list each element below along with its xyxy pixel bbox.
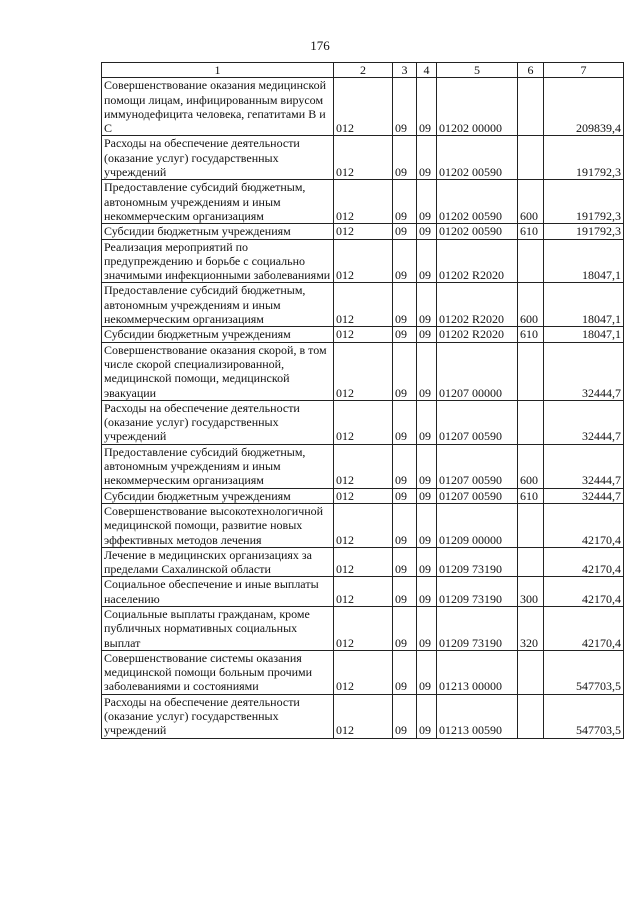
header-cell: 6 (518, 63, 544, 78)
row-name-cell: Реализация мероприятий по предупреждению и борьбе с социально значимыми инфекционными заболеваниями (102, 239, 334, 283)
row-grbs-cell: 012 (334, 488, 393, 503)
budget-table (101, 62, 624, 739)
table-row (102, 78, 624, 136)
row-grbs-cell: 012 (334, 503, 393, 547)
row-amount-cell: 32444,7 (544, 342, 624, 400)
row-grbs-cell: 012 (334, 224, 393, 239)
table-row (102, 342, 624, 400)
row-target-code-cell: 01209 73190 (437, 606, 518, 650)
row-expense-type-cell (518, 547, 544, 577)
row-amount-cell: 191792,3 (544, 136, 624, 180)
row-target-code-cell: 01202 R2020 (437, 283, 518, 327)
row-amount-cell: 191792,3 (544, 180, 624, 224)
row-name-cell: Лечение в медицинских организациях за пределами Сахалинской области (102, 547, 334, 577)
table-row (102, 180, 624, 224)
table-row (102, 577, 624, 607)
row-amount-cell: 42170,4 (544, 577, 624, 607)
row-target-code-cell: 01202 00000 (437, 78, 518, 136)
row-section-cell: 09 (393, 444, 417, 488)
row-amount-cell: 32444,7 (544, 488, 624, 503)
row-name-cell: Социальные выплаты гражданам, кроме публичных нормативных социальных выплат (102, 606, 334, 650)
row-grbs-cell: 012 (334, 577, 393, 607)
table-row (102, 547, 624, 577)
row-subsection-cell: 09 (417, 180, 437, 224)
row-section-cell: 09 (393, 650, 417, 694)
row-subsection-cell: 09 (417, 342, 437, 400)
row-name-cell: Совершенствование высокотехнологичной медицинской помощи, развитие новых эффективных методов лечения (102, 503, 334, 547)
table-row (102, 136, 624, 180)
row-amount-cell: 42170,4 (544, 547, 624, 577)
row-expense-type-cell (518, 503, 544, 547)
row-grbs-cell: 012 (334, 650, 393, 694)
table-row (102, 239, 624, 283)
row-amount-cell: 42170,4 (544, 503, 624, 547)
row-expense-type-cell: 600 (518, 180, 544, 224)
row-section-cell: 09 (393, 488, 417, 503)
row-grbs-cell: 012 (334, 136, 393, 180)
row-amount-cell: 18047,1 (544, 283, 624, 327)
row-target-code-cell: 01213 00590 (437, 694, 518, 738)
row-name-cell: Расходы на обеспечение деятельности (оказание услуг) государственных учреждений (102, 136, 334, 180)
row-subsection-cell: 09 (417, 606, 437, 650)
row-name-cell: Субсидии бюджетным учреждениям (102, 224, 334, 239)
row-amount-cell: 547703,5 (544, 650, 624, 694)
row-target-code-cell: 01207 00590 (437, 488, 518, 503)
row-subsection-cell: 09 (417, 78, 437, 136)
row-target-code-cell: 01202 00590 (437, 224, 518, 239)
row-amount-cell: 32444,7 (544, 444, 624, 488)
row-expense-type-cell: 600 (518, 444, 544, 488)
row-subsection-cell: 09 (417, 547, 437, 577)
row-subsection-cell: 09 (417, 327, 437, 342)
row-section-cell: 09 (393, 503, 417, 547)
row-expense-type-cell: 600 (518, 283, 544, 327)
table-row (102, 444, 624, 488)
table-row (102, 606, 624, 650)
row-section-cell: 09 (393, 327, 417, 342)
row-grbs-cell: 012 (334, 78, 393, 136)
row-subsection-cell: 09 (417, 694, 437, 738)
row-section-cell: 09 (393, 224, 417, 239)
row-section-cell: 09 (393, 342, 417, 400)
row-amount-cell: 42170,4 (544, 606, 624, 650)
table-row (102, 283, 624, 327)
row-target-code-cell: 01213 00000 (437, 650, 518, 694)
row-subsection-cell: 09 (417, 136, 437, 180)
row-subsection-cell: 09 (417, 400, 437, 444)
row-section-cell: 09 (393, 283, 417, 327)
row-subsection-cell: 09 (417, 224, 437, 239)
header-cell: 2 (334, 63, 393, 78)
row-expense-type-cell: 610 (518, 327, 544, 342)
row-name-cell: Расходы на обеспечение деятельности (оказание услуг) государственных учреждений (102, 400, 334, 444)
row-grbs-cell: 012 (334, 606, 393, 650)
row-grbs-cell: 012 (334, 400, 393, 444)
row-grbs-cell: 012 (334, 342, 393, 400)
row-target-code-cell: 01202 R2020 (437, 239, 518, 283)
row-amount-cell: 547703,5 (544, 694, 624, 738)
row-name-cell: Расходы на обеспечение деятельности (оказание услуг) государственных учреждений (102, 694, 334, 738)
row-name-cell: Субсидии бюджетным учреждениям (102, 488, 334, 503)
row-target-code-cell: 01209 00000 (437, 503, 518, 547)
row-expense-type-cell (518, 342, 544, 400)
row-amount-cell: 32444,7 (544, 400, 624, 444)
table-header-row (102, 63, 624, 78)
row-name-cell: Совершенствование оказания скорой, в том числе скорой специализированной, медицинской помощи, медицинской эвакуации (102, 342, 334, 400)
table-row (102, 694, 624, 738)
row-name-cell: Предоставление субсидий бюджетным, автономным учреждениям и иным некоммерческим организациям (102, 283, 334, 327)
row-section-cell: 09 (393, 78, 417, 136)
row-grbs-cell: 012 (334, 327, 393, 342)
row-subsection-cell: 09 (417, 488, 437, 503)
row-amount-cell: 209839,4 (544, 78, 624, 136)
row-name-cell: Совершенствование системы оказания медицинской помощи больным прочими заболеваниями и состояниями (102, 650, 334, 694)
row-subsection-cell: 09 (417, 444, 437, 488)
row-grbs-cell: 012 (334, 694, 393, 738)
row-section-cell: 09 (393, 136, 417, 180)
row-expense-type-cell (518, 650, 544, 694)
table-row (102, 400, 624, 444)
row-expense-type-cell (518, 239, 544, 283)
row-amount-cell: 191792,3 (544, 224, 624, 239)
row-grbs-cell: 012 (334, 444, 393, 488)
table-row (102, 488, 624, 503)
header-cell: 7 (544, 63, 624, 78)
header-cell: 4 (417, 63, 437, 78)
header-cell: 1 (102, 63, 334, 78)
row-subsection-cell: 09 (417, 503, 437, 547)
row-grbs-cell: 012 (334, 180, 393, 224)
row-section-cell: 09 (393, 577, 417, 607)
row-amount-cell: 18047,1 (544, 327, 624, 342)
row-target-code-cell: 01207 00000 (437, 342, 518, 400)
row-section-cell: 09 (393, 606, 417, 650)
row-amount-cell: 18047,1 (544, 239, 624, 283)
row-expense-type-cell: 610 (518, 488, 544, 503)
row-subsection-cell: 09 (417, 239, 437, 283)
row-target-code-cell: 01209 73190 (437, 547, 518, 577)
row-expense-type-cell: 320 (518, 606, 544, 650)
row-name-cell: Предоставление субсидий бюджетным, автономным учреждениям и иным некоммерческим организациям (102, 444, 334, 488)
row-grbs-cell: 012 (334, 283, 393, 327)
header-cell: 5 (437, 63, 518, 78)
row-section-cell: 09 (393, 547, 417, 577)
row-expense-type-cell (518, 78, 544, 136)
row-target-code-cell: 01209 73190 (437, 577, 518, 607)
row-expense-type-cell: 300 (518, 577, 544, 607)
table-row (102, 650, 624, 694)
row-expense-type-cell (518, 400, 544, 444)
row-expense-type-cell (518, 136, 544, 180)
row-name-cell: Предоставление субсидий бюджетным, автономным учреждениям и иным некоммерческим организациям (102, 180, 334, 224)
table-row (102, 503, 624, 547)
row-target-code-cell: 01207 00590 (437, 400, 518, 444)
row-name-cell: Субсидии бюджетным учреждениям (102, 327, 334, 342)
row-grbs-cell: 012 (334, 547, 393, 577)
page-number: 176 (310, 38, 330, 53)
row-target-code-cell: 01202 00590 (437, 136, 518, 180)
row-subsection-cell: 09 (417, 650, 437, 694)
row-target-code-cell: 01202 R2020 (437, 327, 518, 342)
row-grbs-cell: 012 (334, 239, 393, 283)
row-section-cell: 09 (393, 400, 417, 444)
row-name-cell: Совершенствование оказания медицинской помощи лицам, инфицированным вирусом иммунодефицита человека, гепатитами В и С (102, 78, 334, 136)
row-subsection-cell: 09 (417, 577, 437, 607)
row-section-cell: 09 (393, 239, 417, 283)
row-expense-type-cell (518, 694, 544, 738)
header-cell: 3 (393, 63, 417, 78)
row-target-code-cell: 01202 00590 (437, 180, 518, 224)
row-section-cell: 09 (393, 180, 417, 224)
table-row (102, 224, 624, 239)
row-name-cell: Социальное обеспечение и иные выплаты населению (102, 577, 334, 607)
row-section-cell: 09 (393, 694, 417, 738)
row-subsection-cell: 09 (417, 283, 437, 327)
row-expense-type-cell: 610 (518, 224, 544, 239)
row-target-code-cell: 01207 00590 (437, 444, 518, 488)
table-row (102, 327, 624, 342)
